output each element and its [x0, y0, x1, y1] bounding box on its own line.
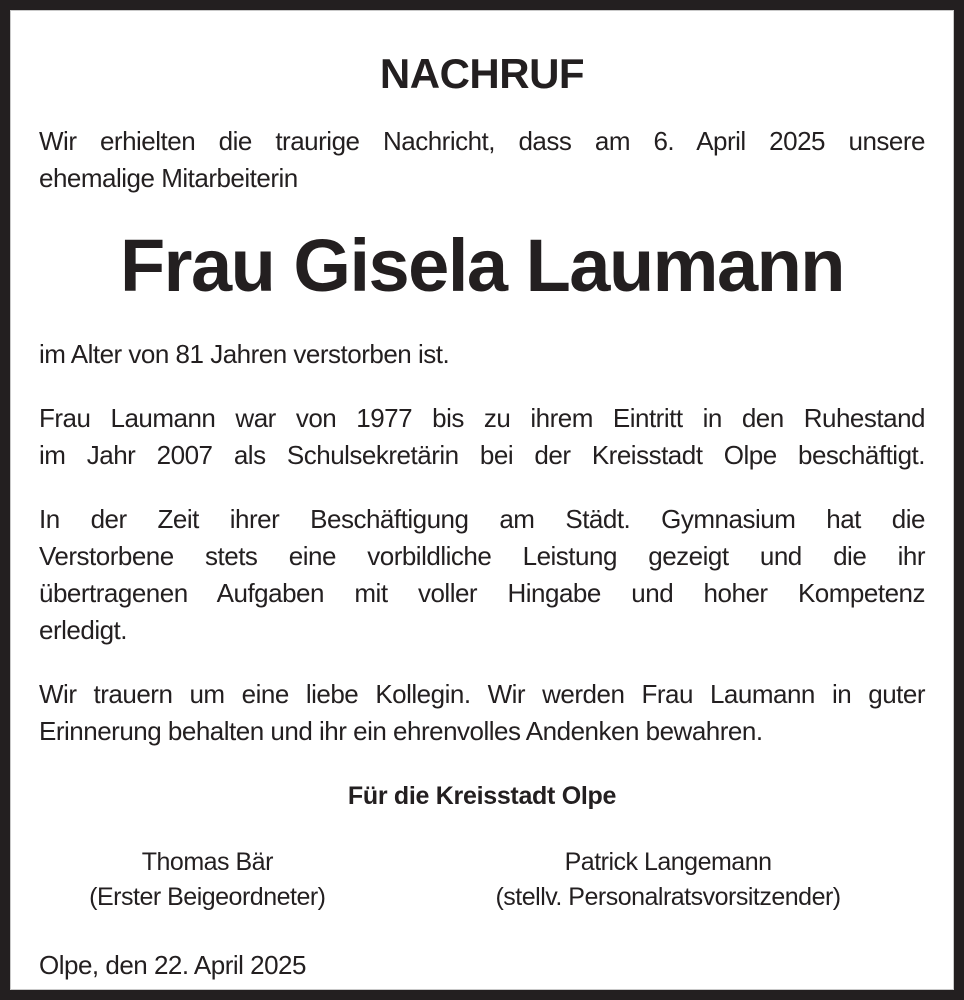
dateline: Olpe, den 22. April 2025 — [39, 950, 306, 981]
age-line: im Alter von 81 Jahren verstorben ist. — [39, 339, 450, 370]
obituary-inner-frame — [10, 10, 954, 990]
mourning-line: Wir trauern um eine liebe Kollegin. Wir werden Frau Laumann in guter — [39, 679, 925, 710]
deceased-name: Frau Gisela Laumann — [119, 224, 845, 308]
obituary-title: NACHRUF — [379, 50, 585, 97]
intro-line: Wir erhielten die traurige Nachricht, dass am 6. April 2025 unsere — [39, 126, 925, 157]
signature-left — [39, 845, 376, 915]
employment-line: Frau Laumann war von 1977 bis zu ihrem Eintritt in den Ruhestand — [39, 403, 925, 434]
mourning-paragraph — [39, 676, 925, 750]
closing-line: Für die Kreisstadt Olpe — [347, 782, 617, 811]
service-line: erledigt. — [39, 615, 127, 646]
mourning-line: Erinnerung behalten und ihr ein ehrenvolles Andenken bewahren. — [39, 716, 763, 747]
signature-right-name: Patrick Langemann — [564, 848, 772, 877]
signature-right — [411, 845, 925, 915]
intro-paragraph — [39, 123, 925, 197]
service-paragraph — [39, 501, 925, 649]
service-line: Verstorbene stets eine vorbildliche Leistung gezeigt und die ihr — [39, 541, 925, 572]
signature-left-name: Thomas Bär — [141, 848, 273, 877]
service-line: übertragenen Aufgaben mit voller Hingabe und hoher Kompetenz — [39, 578, 925, 609]
signature-right-role: (stellv. Personalratsvorsitzender) — [495, 883, 841, 912]
signature-block — [39, 845, 925, 915]
employment-paragraph — [39, 400, 925, 474]
service-line: In der Zeit ihrer Beschäftigung am Städt. Gymnasium hat die — [39, 504, 925, 535]
employment-line: im Jahr 2007 als Schulsekretärin bei der Kreisstadt Olpe beschäftigt. — [39, 440, 925, 471]
signature-left-role: (Erster Beigeordneter) — [89, 883, 326, 912]
intro-line: ehemalige Mitarbeiterin — [39, 163, 298, 194]
